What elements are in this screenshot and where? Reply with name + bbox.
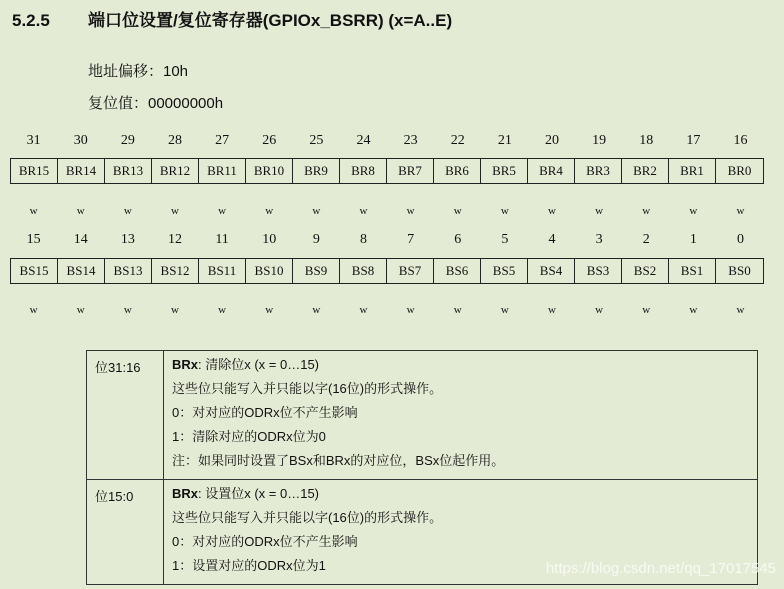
bit-number: 30 [73, 133, 88, 148]
register-field: BS15 [11, 259, 58, 283]
register-field: BS14 [58, 259, 105, 283]
bit-number: 14 [73, 232, 88, 247]
register-field: BS5 [481, 259, 528, 283]
field-name: BRx [172, 357, 199, 372]
description-line: 0：对对应的ODRx位不产生影响 [172, 534, 358, 549]
access-type: w [736, 304, 745, 316]
register-field: BS10 [246, 259, 293, 283]
access-type: w [736, 205, 745, 217]
access-type: w [29, 304, 38, 316]
bit-number: 23 [403, 133, 418, 148]
access-type: w [265, 304, 274, 316]
bit-range: 位15:0 [87, 480, 164, 585]
bit-number: 12 [167, 232, 182, 247]
register-field: BR3 [575, 159, 622, 183]
bit-number: 2 [642, 232, 650, 247]
low-register-fields [10, 258, 764, 284]
register-field: BR11 [199, 159, 246, 183]
bit-number: 3 [595, 232, 603, 247]
bit-number: 18 [639, 133, 654, 148]
access-type: w [689, 304, 698, 316]
register-field: BR4 [528, 159, 575, 183]
access-type: w [406, 205, 415, 217]
description-note: 注：如果同时设置了BSx和BRx的对应位，BSx位起作用。 [172, 453, 505, 468]
register-field: BS13 [105, 259, 152, 283]
register-field: BR15 [11, 159, 58, 183]
access-type: w [453, 304, 462, 316]
register-field: BS7 [387, 259, 434, 283]
access-type: w [500, 205, 509, 217]
register-field: BR0 [727, 163, 752, 178]
bit-number: 22 [450, 133, 465, 148]
register-field: BS11 [199, 259, 246, 283]
bit-number: 9 [312, 232, 320, 247]
reset-value: 复位值：00000000h [88, 95, 224, 112]
bit-number: 21 [497, 133, 512, 148]
access-type: w [123, 205, 132, 217]
bit-number: 13 [120, 232, 135, 247]
bit-number: 11 [215, 232, 229, 247]
access-type: w [218, 304, 227, 316]
register-field: BS3 [575, 259, 622, 283]
description-line: 这些位只能写入并只能以字(16位)的形式操作。 [172, 381, 443, 396]
high-register-fields [10, 158, 764, 184]
bit-number: 31 [26, 133, 41, 148]
section-title: 端口位设置/复位寄存器(GPIOx_BSRR) (x=A..E) [88, 11, 453, 30]
bit-number: 19 [592, 133, 607, 148]
register-field: BS0 [728, 263, 751, 278]
field-name: BRx [172, 486, 199, 501]
address-offset: 地址偏移：10h [88, 63, 189, 80]
section-number: 5.2.5 [12, 11, 50, 30]
bit-number: 7 [407, 232, 415, 247]
register-field: BS2 [622, 259, 669, 283]
description-row-high [87, 351, 758, 480]
bit-number: 24 [356, 133, 371, 148]
access-type: w [689, 205, 698, 217]
access-type: w [642, 304, 651, 316]
register-field: BS12 [152, 259, 199, 283]
access-type: w [500, 304, 509, 316]
access-type: w [595, 205, 604, 217]
description-line: 这些位只能写入并只能以字(16位)的形式操作。 [172, 510, 443, 525]
access-type: w [265, 205, 274, 217]
bit-number: 26 [262, 133, 277, 148]
bit-number: 15 [26, 232, 41, 247]
register-field: BR12 [152, 159, 199, 183]
bit-number: 6 [454, 232, 462, 247]
register-field: BR6 [434, 159, 481, 183]
bit-number: 16 [733, 133, 748, 148]
register-field: BR13 [105, 159, 152, 183]
access-type: w [76, 304, 85, 316]
bit-number: 29 [120, 133, 135, 148]
register-field: BR10 [246, 159, 293, 183]
bit-range: 位31:16 [87, 351, 164, 480]
access-type: w [312, 304, 321, 316]
register-field: BR8 [340, 159, 387, 183]
access-type: w [359, 304, 368, 316]
bit-number: 10 [262, 232, 277, 247]
bit-number: 4 [548, 232, 556, 247]
bit-number: 28 [167, 133, 182, 148]
bit-number: 20 [544, 133, 559, 148]
field-summary: : 设置位x (x = 0…15) [198, 486, 320, 501]
register-field: BR1 [669, 159, 716, 183]
register-field: BR5 [481, 159, 528, 183]
access-type: w [218, 205, 227, 217]
register-field: BS4 [528, 259, 575, 283]
register-field: BS1 [669, 259, 716, 283]
access-type: w [453, 205, 462, 217]
register-field: BR2 [622, 159, 669, 183]
low-bit-numbers [10, 232, 764, 248]
high-bit-numbers [10, 133, 764, 149]
register-field: BS6 [434, 259, 481, 283]
access-type: w [359, 205, 368, 217]
access-type: w [123, 304, 132, 316]
bit-number: 0 [736, 232, 744, 247]
description-line: 1：设置对应的ODRx位为1 [172, 558, 326, 573]
description-line: 1：清除对应的ODRx位为0 [172, 429, 326, 444]
access-type: w [547, 304, 556, 316]
access-type: w [312, 205, 321, 217]
watermark: https://blog.csdn.net/qq_17017545 [545, 560, 776, 577]
access-type: w [170, 205, 179, 217]
bit-number: 17 [686, 133, 701, 148]
bit-description-table [86, 350, 758, 585]
description-line: 0：对对应的ODRx位不产生影响 [172, 405, 358, 420]
low-access-types [10, 304, 764, 316]
bit-number: 1 [689, 232, 697, 247]
field-summary: : 清除位x (x = 0…15) [198, 357, 320, 372]
access-type: w [170, 304, 179, 316]
high-access-types [10, 205, 764, 217]
access-type: w [29, 205, 38, 217]
bit-number: 5 [501, 232, 509, 247]
bit-number: 25 [309, 133, 324, 148]
section-heading [12, 6, 452, 31]
register-field: BS9 [293, 259, 340, 283]
access-type: w [406, 304, 415, 316]
access-type: w [547, 205, 556, 217]
access-type: w [76, 205, 85, 217]
access-type: w [642, 205, 651, 217]
bit-number: 27 [215, 133, 230, 148]
description-cell [164, 351, 758, 480]
bit-number: 8 [359, 232, 367, 247]
register-field: BR14 [58, 159, 105, 183]
register-field: BS8 [340, 259, 387, 283]
register-field: BR7 [387, 159, 434, 183]
access-type: w [595, 304, 604, 316]
register-field: BR9 [293, 159, 340, 183]
